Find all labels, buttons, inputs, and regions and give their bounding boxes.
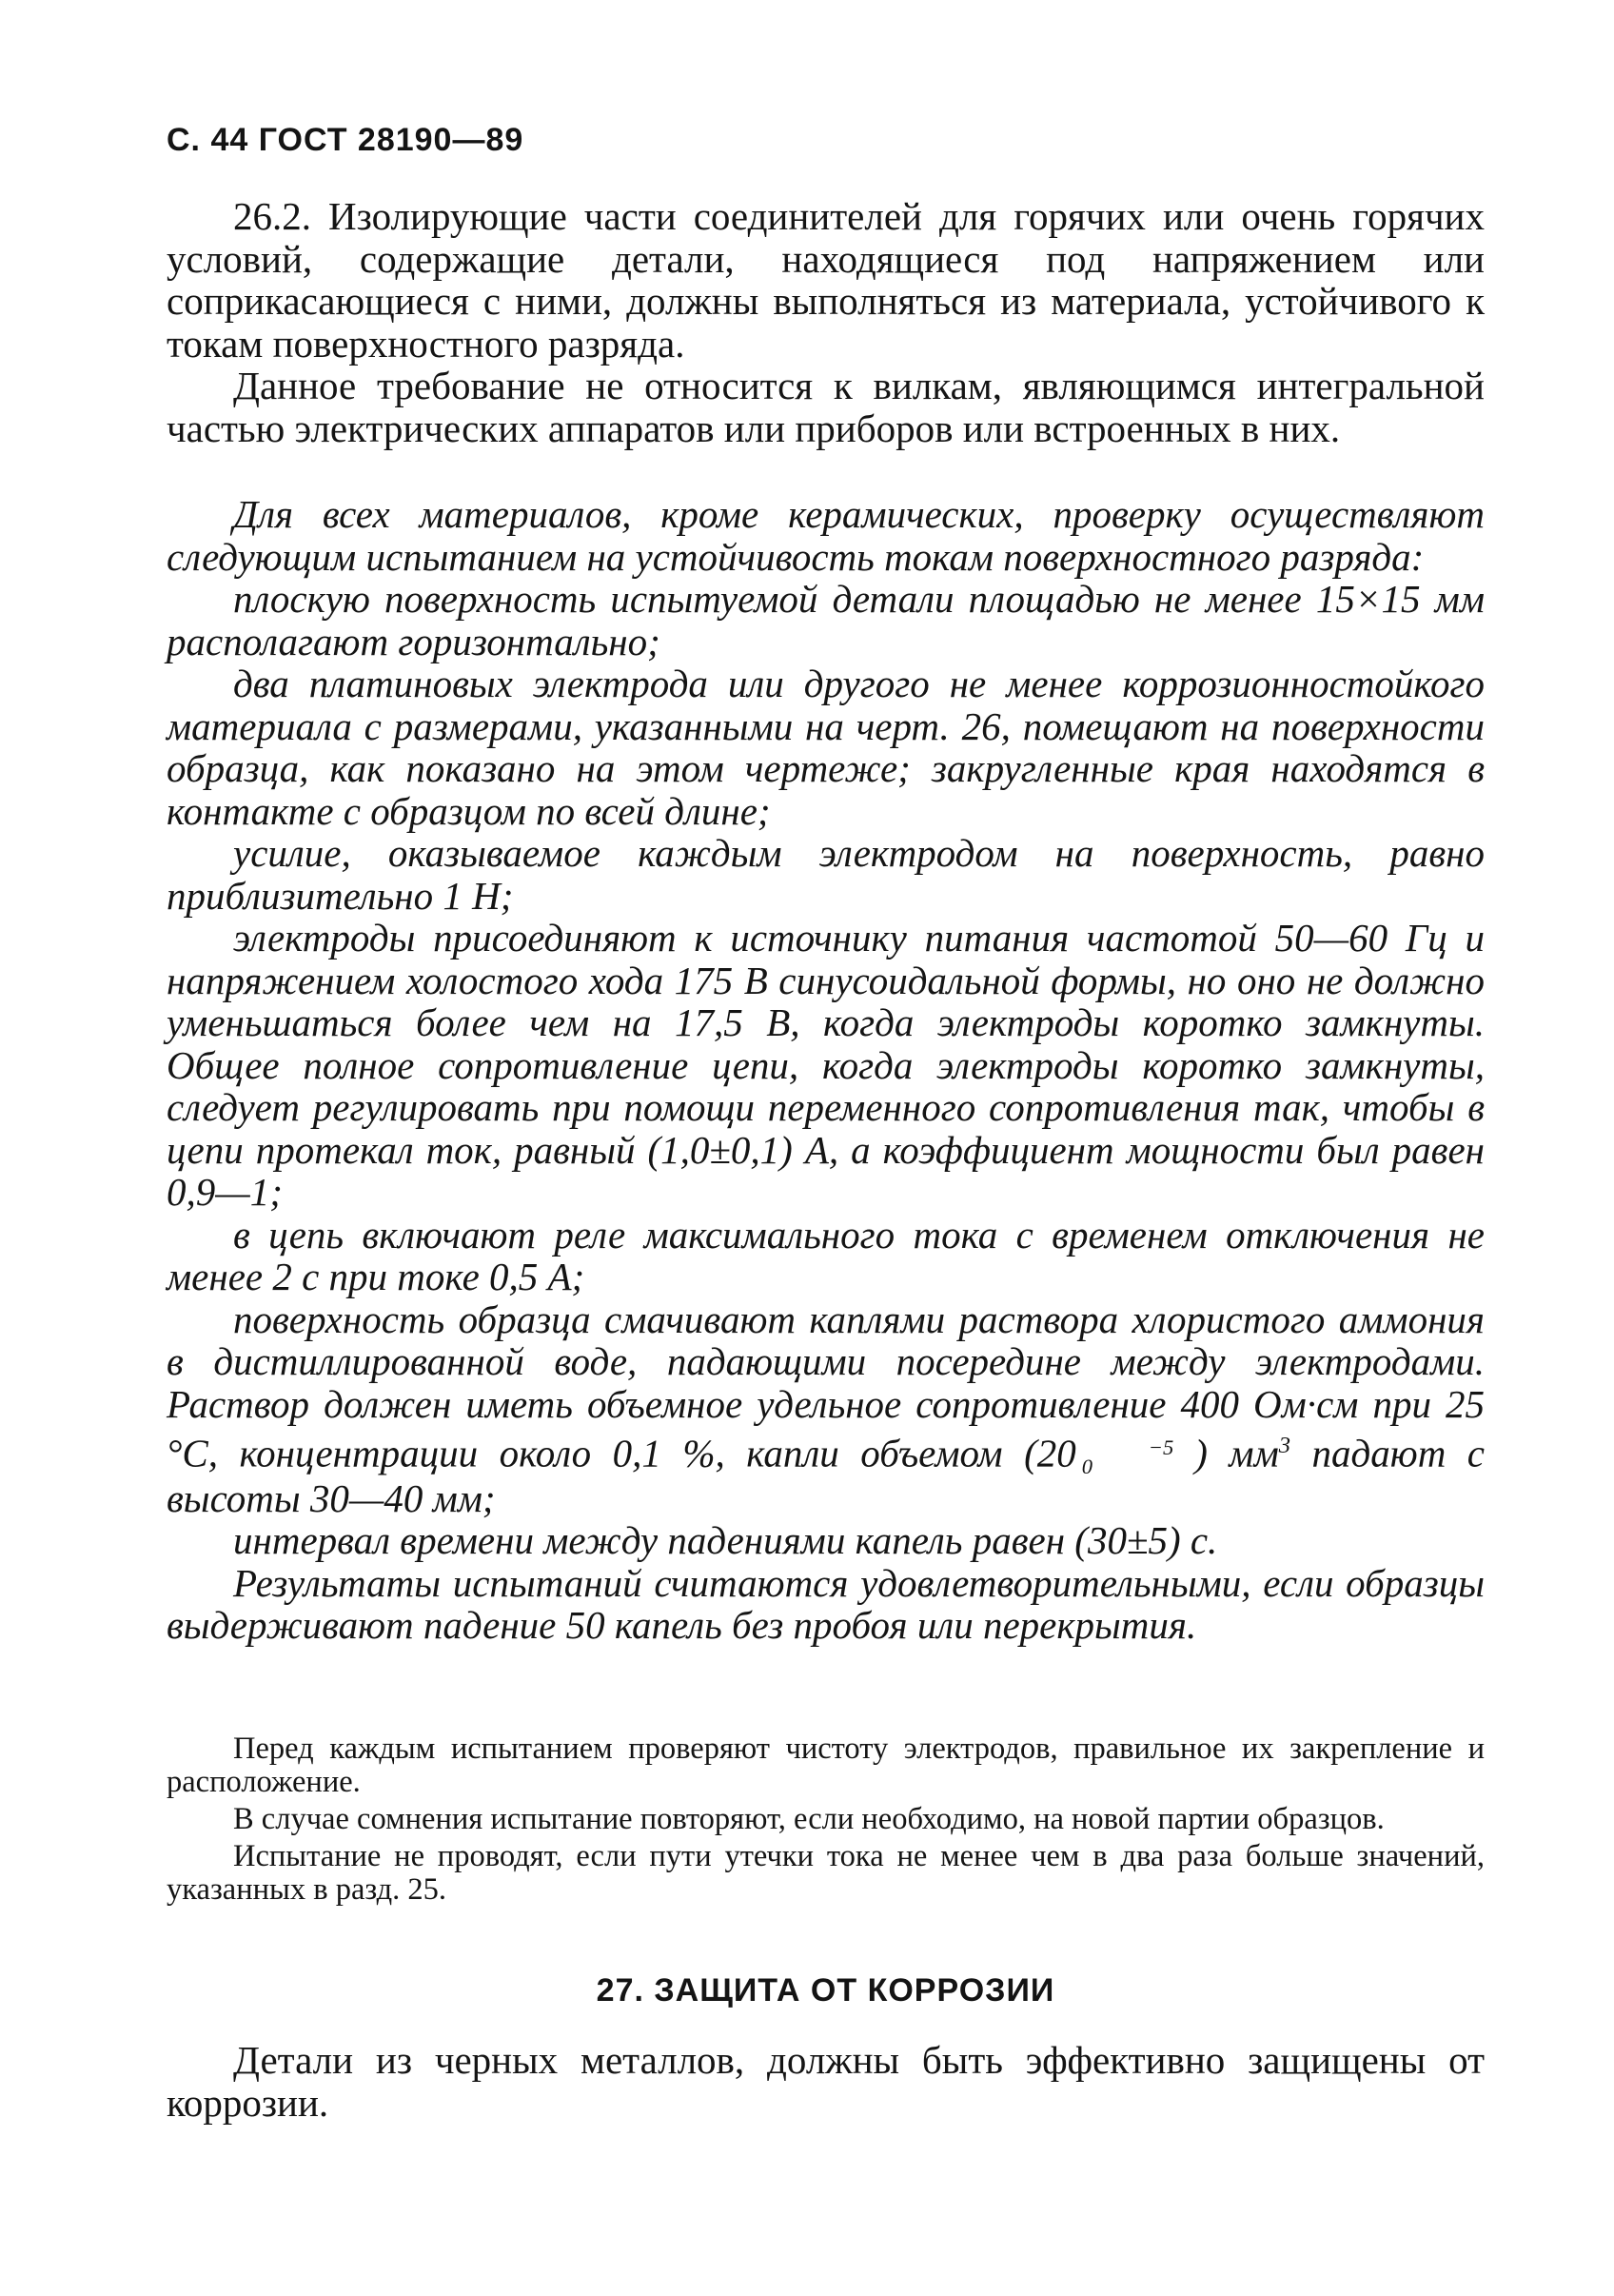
clause-27 bbox=[167, 2039, 1485, 2124]
unit-exponent: 3 bbox=[1278, 1433, 1291, 1458]
notes bbox=[167, 1732, 1485, 1907]
paragraph: Детали из черных металлов, должны быть эффективно защищены от коррозии. bbox=[167, 2038, 1485, 2125]
section-27 bbox=[167, 1972, 1485, 2009]
paragraph bbox=[167, 1298, 1485, 1520]
note: В случае сомнения испытание повторяют, если необходимо, на новой партии образцов. bbox=[233, 1802, 1385, 1836]
paragraph: усилие, оказываемое каждым электродом на поверхность, равно приблизительно 1 Н; bbox=[167, 831, 1485, 918]
paragraph-text: поверхность образца смачивают каплями раствора хлористого аммония в дистиллированной воде, падающими посередине между электродами. Раствор должен иметь объемное удельное сопротивление 400 Ом·см при 25 °С, концентрации около 0,1 %, капли объемом (20 bbox=[167, 1296, 1485, 1475]
paragraph: в цепь включают реле максимального тока с временем отключения не менее 2 с при токе 0,5 А; bbox=[167, 1212, 1485, 1298]
paragraph: плоскую поверхность испытуемой детали площадью не менее 15×15 мм располагают горизонтально; bbox=[167, 577, 1485, 663]
paragraph: Данное требование не относится к вилкам, являющимся интегральной частью электрических аппаратов или приборов или встроенных в них. bbox=[167, 364, 1485, 450]
paragraph-text: ) мм bbox=[1194, 1431, 1279, 1475]
section-title: 27. ЗАЩИТА ОТ КОРРОЗИИ bbox=[596, 1972, 1055, 2009]
paragraph: Для всех материалов, кроме керамических, проверку осуществляют следующим испытанием на устойчивость токам поверхностного разряда: bbox=[167, 492, 1485, 579]
note: Испытание не проводят, если пути утечки тока не менее чем в два раза больше значений, указанных в разд. 25. bbox=[167, 1839, 1485, 1907]
note: Перед каждым испытанием проверяют чистоту электродов, правильное их закрепление и расположение. bbox=[167, 1732, 1485, 1799]
test-procedure bbox=[167, 493, 1485, 1647]
paragraph-text: падают с высоты 30—40 мм; bbox=[167, 1431, 1486, 1520]
tolerance bbox=[1081, 1435, 1174, 1479]
paragraph: интервал времени между падениями капель равен (30±5) с. bbox=[233, 1518, 1218, 1563]
paragraph: 26.2. Изолирующие части соединителей для горячих или очень горячих условий, содержащие детали, находящиеся под напряжением или соприкасающиеся с ними, должны выполняться из материала, устойчивого к токам поверхностного разряда. bbox=[167, 194, 1485, 366]
tolerance-lower: 0 bbox=[1081, 1455, 1093, 1479]
page-header: С. 44 ГОСТ 28190—89 bbox=[167, 122, 524, 158]
paragraph: два платиновых электрода или другого не менее коррозионностойкого материала с размерами, указанными на черт. 26, помещают на поверхности образца, как показано на этом чертеже; закругленные края находятся в контакте с образцом по всей длине; bbox=[167, 662, 1485, 833]
clause-26-2 bbox=[167, 195, 1485, 449]
tolerance-upper: −5 bbox=[1148, 1435, 1174, 1459]
paragraph: Результаты испытаний считаются удовлетворительными, если образцы выдерживают падение 50 капель без пробоя или перекрытия. bbox=[167, 1560, 1485, 1648]
paragraph: электроды присоединяют к источнику питания частотой 50—60 Гц и напряжением холостого хода 175 В синусоидальной формы, но оно не должно уменьшаться более чем на 17,5 В, когда электроды коротко замкнуты. Общее полное сопротивление цепи, когда электроды коротко замкнуты, следует регулировать при помощи переменного сопротивления так, чтобы в цепи протекал ток, равный (1,0±0,1) А, а коэффициент мощности был равен 0,9—1; bbox=[167, 916, 1485, 1214]
